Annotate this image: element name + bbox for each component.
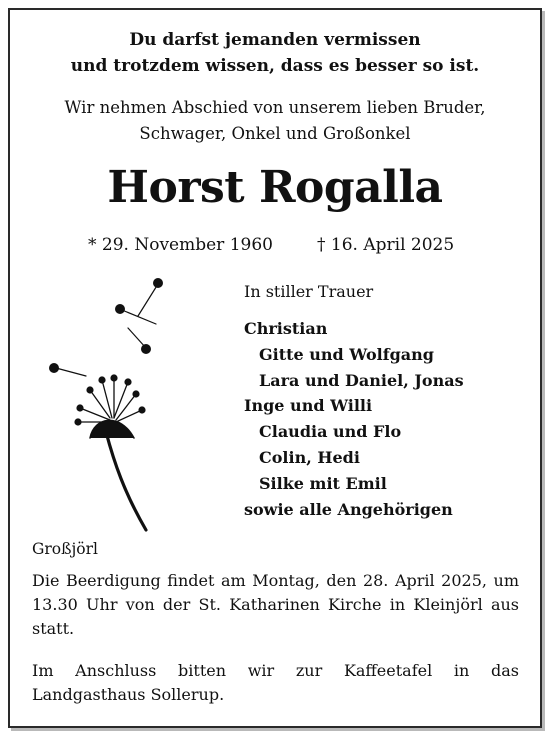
dandelion-icon <box>42 272 182 538</box>
mourner-line: Christian <box>244 319 328 338</box>
mourner-line: Claudia und Flo <box>259 422 402 442</box>
motto-line-1: Du darfst jemanden vermissen <box>129 30 421 50</box>
motto-line-2: und trotzdem wissen, dass es besser so ist. <box>70 56 480 76</box>
mourners-list <box>244 316 464 522</box>
funeral-announcement: Die Beerdigung findet am Montag, den 28. April 2025, um 13.30 Uhr von der St. Katharinen Kirche in Kleinjörl aus statt. <box>32 571 519 638</box>
place-name: Großjörl <box>32 540 98 558</box>
deceased-name: Horst Rogalla <box>107 162 443 213</box>
mourning-heading: In stiller Trauer <box>244 282 374 301</box>
mourner-line: Gitte und Wolfgang <box>259 344 434 364</box>
death-date: † 16. April 2025 <box>317 235 455 255</box>
birth-date: * 29. November 1960 <box>88 235 273 255</box>
intro-text <box>0 95 550 147</box>
reception-announcement: Im Anschluss bitten wir zur Kaffeetafel in das Landgasthaus Sollerup. <box>32 661 519 704</box>
mourner-line: Colin, Hedi <box>259 447 360 467</box>
motto <box>0 27 550 79</box>
mourner-line: Inge und Willi <box>244 396 373 416</box>
mourner-line: sowie alle Angehörigen <box>244 499 453 519</box>
mourner-line: Lara und Daniel, Jonas <box>259 370 464 390</box>
intro-line-1: Wir nehmen Abschied von unserem lieben Bruder, <box>64 98 486 117</box>
intro-line-2: Schwager, Onkel und Großonkel <box>139 124 411 143</box>
mourner-line: Silke mit Emil <box>259 473 387 493</box>
